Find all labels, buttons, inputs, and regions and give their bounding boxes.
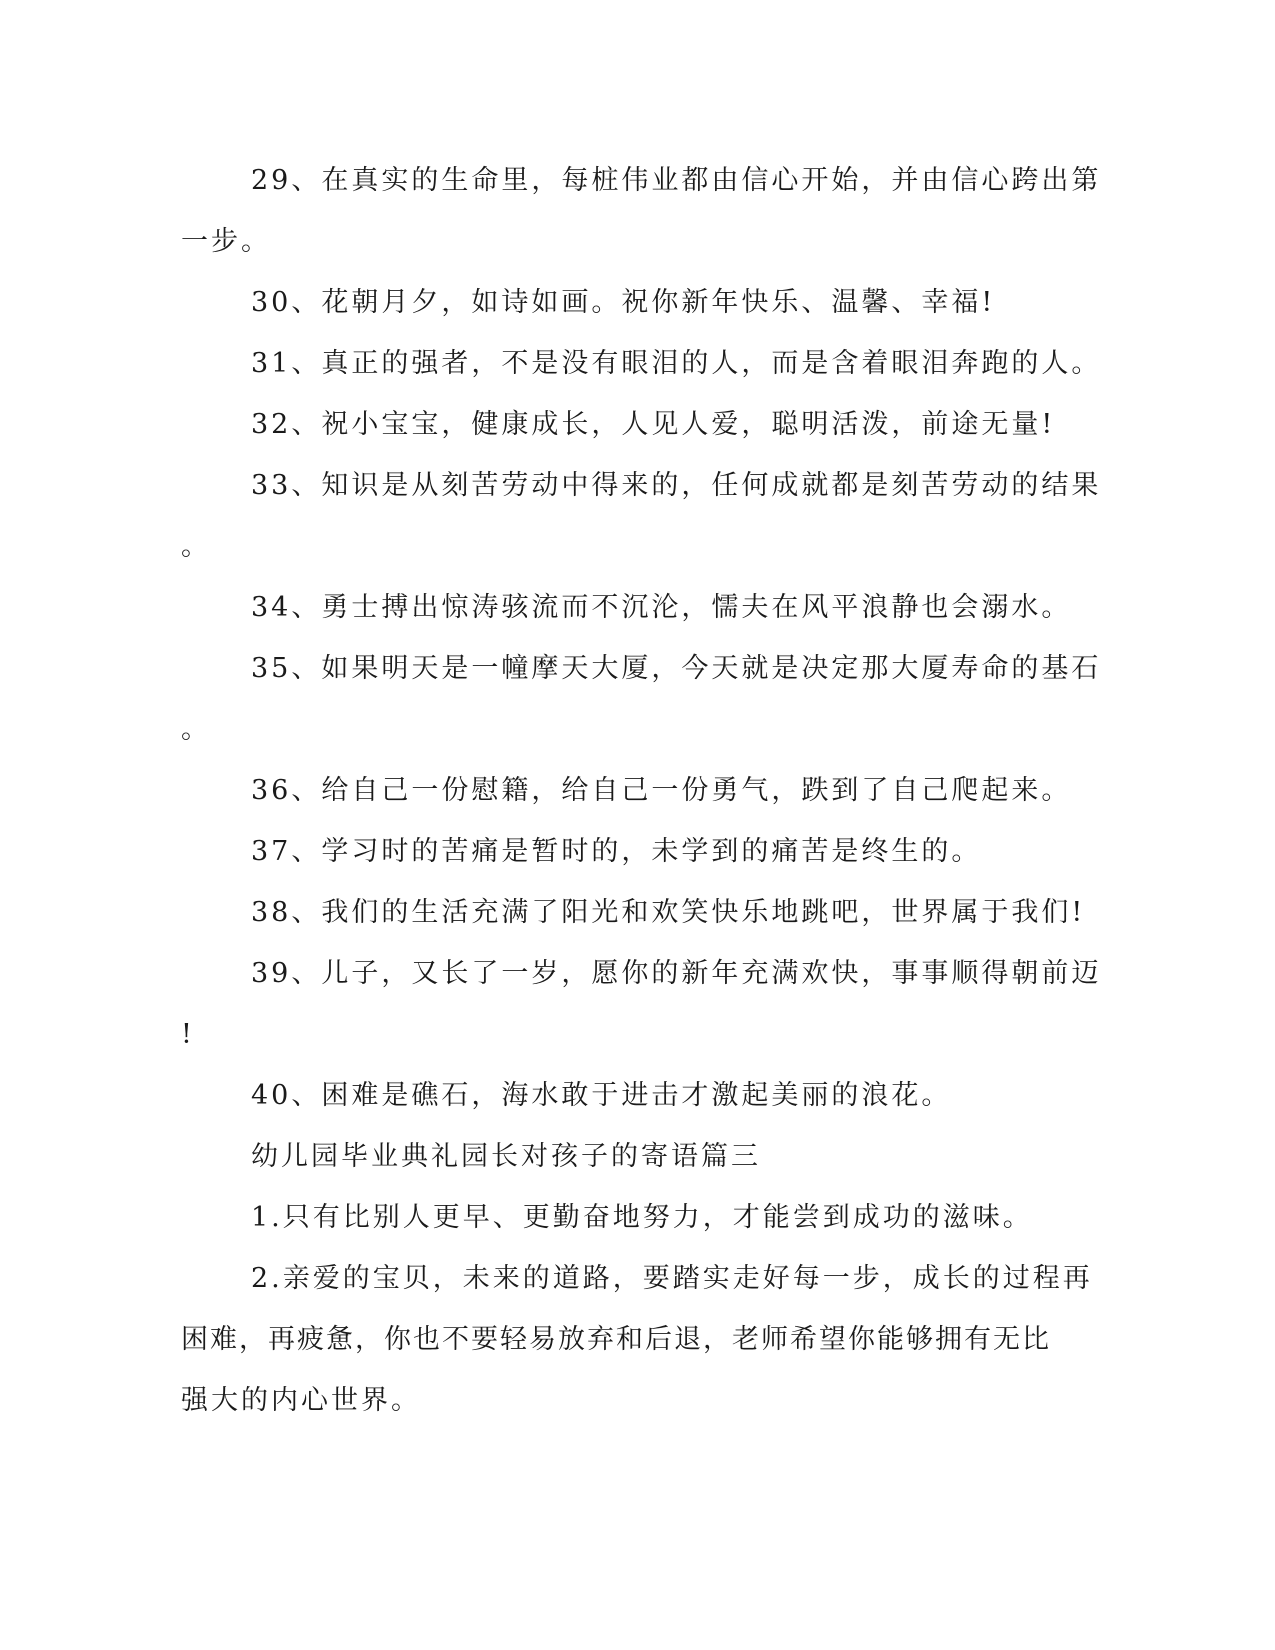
text-line: 29、在真实的生命里，每桩伟业都由信心开始，并由信心跨出第 (251, 165, 1102, 196)
text-line: 。 (181, 714, 211, 745)
section-heading: 幼儿园毕业典礼园长对孩子的寄语篇三 (251, 1141, 761, 1172)
text-line: 32、祝小宝宝，健康成长，人见人爱，聪明活泼，前途无量! (251, 409, 1056, 440)
text-line: 33、知识是从刻苦劳动中得来的，任何成就都是刻苦劳动的结果 (251, 470, 1102, 501)
text-line: 2.亲爱的宝贝，未来的道路，要踏实走好每一步，成长的过程再 (251, 1263, 1093, 1294)
text-line: 37、学习时的苦痛是暂时的，未学到的痛苦是终生的。 (251, 836, 982, 867)
document-body (181, 150, 1102, 1431)
text-line: 1.只有比别人更早、更勤奋地努力，才能尝到成功的滋味。 (251, 1202, 1033, 1233)
text-line: 40、困难是礁石，海水敢于进击才激起美丽的浪花。 (251, 1080, 952, 1111)
text-line: 38、我们的生活充满了阳光和欢笑快乐地跳吧，世界属于我们! (251, 897, 1086, 928)
text-line: 一步。 (181, 226, 271, 257)
text-line: 31、真正的强者，不是没有眼泪的人，而是含着眼泪奔跑的人。 (251, 348, 1102, 379)
text-line: 36、给自己一份慰籍，给自己一份勇气，跌到了自己爬起来。 (251, 775, 1072, 806)
text-line: 39、儿子，又长了一岁，愿你的新年充满欢快，事事顺得朝前迈 (251, 958, 1102, 989)
text-line: ! (181, 1019, 195, 1050)
text-line: 30、花朝月夕，如诗如画。祝你新年快乐、温馨、幸福! (251, 287, 996, 318)
text-line: 35、如果明天是一幢摩天大厦，今天就是决定那大厦寿命的基石 (251, 653, 1102, 684)
text-line: 困难，再疲惫，你也不要轻易放弃和后退，老师希望你能够拥有无比 (181, 1324, 1051, 1355)
text-line: 强大的内心世界。 (181, 1385, 421, 1416)
text-line: 34、勇士搏出惊涛骇流而不沉沦，懦夫在风平浪静也会溺水。 (251, 592, 1072, 623)
text-line: 。 (181, 531, 211, 562)
